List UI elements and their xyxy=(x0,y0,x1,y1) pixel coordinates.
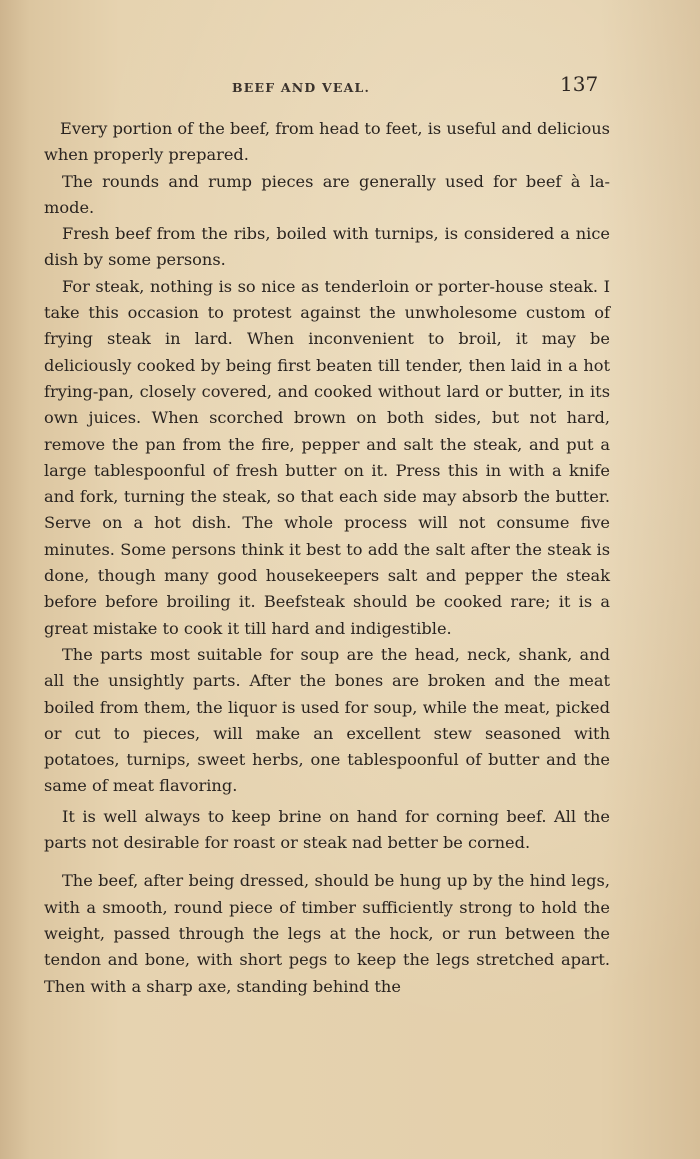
paragraph: The beef, after being dressed, should be hung up by the hind legs, with a smooth, round piece of timber sufficiently strong to hold the weight, passed through the legs at the hock, or run between the tendon and bone, with short pegs to keep the legs stretched apart. Then with a sharp axe, standing behind the xyxy=(44,871,610,996)
page-number: 137 xyxy=(560,72,599,96)
paragraph: The rounds and rump pieces are generally used for beef à la-mode. xyxy=(44,171,610,217)
page-header xyxy=(0,72,700,102)
paragraph: Fresh beef from the ribs, boiled with turnips, is considered a nice dish by some persons. xyxy=(44,224,610,270)
paragraph: Every portion of the beef, from head to feet, is useful and delicious when properly prepared. xyxy=(44,119,610,165)
paragraph: For steak, nothing is so nice as tenderloin or porter-house steak. I take this occasion to protest against the unwholesome custom of frying steak in lard. When inconvenient to broil, it may be deliciously cooked by being first beaten till tender, then laid in a hot frying-pan, closely covered, and cooked without lard or butter, in its own juices. When scorched brown on both sides, but not hard, remove the pan from the fire, pepper and salt the steak, and put a large tablespoonful of fresh butter on it. Press this in with a knife and fork, turning the steak, so that each side may absorb the butter. Serve on a hot dish. The whole process will not consume five minutes. Some persons think it best to add the salt after the steak is done, though many good housekeepers salt and pepper the steak before before broiling it. Beefsteak should be cooked rare; it is a great mistake to cook it till hard and indigestible. xyxy=(44,276,610,638)
body-text xyxy=(44,116,610,1000)
paragraph: The parts most suitable for soup are the head, neck, shank, and all the unsightly parts. After the bones are broken and the meat boiled from them, the liquor is used for soup, while the meat, picked or cut to pieces, will make an excellent stew seasoned with potatoes, turnips, sweet herbs, one tablespoonful of butter and the same of meat flavoring. xyxy=(44,644,610,796)
running-head: BEEF AND VEAL. xyxy=(232,80,371,95)
paragraph: It is well always to keep brine on hand for corning beef. All the parts not desirable for roast or steak nad better be corned. xyxy=(44,806,610,853)
